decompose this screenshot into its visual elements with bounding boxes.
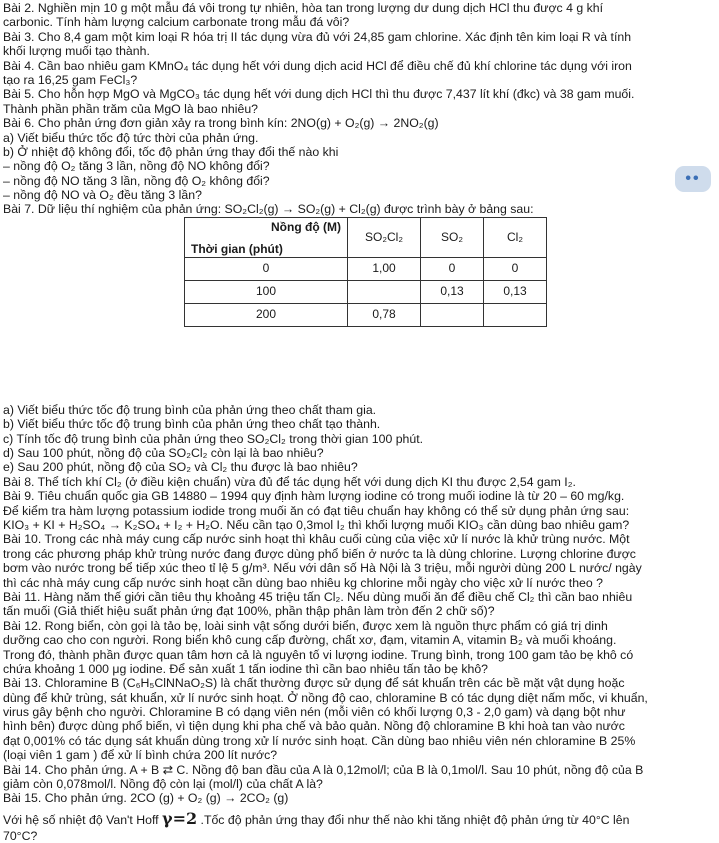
problem-12-line-4: chứa khoảng 1 000 μg iodine. Để sản xuất 1 tấn iodine thì cần bao nhiêu tấn tảo bẹ khô? bbox=[3, 661, 489, 676]
problem-9-line-2: Để kiểm tra hàm lượng potassium iodide trong muối ăn có đạt tiêu chuẩn hay không có thể sử dụng phản ứng sau: bbox=[3, 503, 630, 518]
problem-7-d: d) Sau 100 phút, nồng độ của SO₂Cl₂ còn lại là bao nhiêu? bbox=[3, 446, 324, 461]
problem-8: Bài 8. Thể tích khí Cl₂ (ở điều kiện chuẩn) vừa đủ để tác dụng hết với dung dịch KI thu được 2,54 gam I₂. bbox=[3, 474, 576, 489]
problem-13-line-2: dùng để khử trùng, sát khuẩn, xử lí nước sinh hoạt. Ở nồng độ cao, chloramine B có tác dụng diệt nấm mốc, vi khuẩn, bbox=[3, 690, 648, 705]
table-row bbox=[185, 303, 547, 326]
problem-3-line-1: Bài 3. Cho 8,4 gam một kim loại R hóa trị II tác dụng vừa đủ với 24,85 gam chlorine. Xác định tên kim loại R và tính bbox=[3, 29, 632, 44]
problem-6-line-2: a) Viết biểu thức tốc độ tức thời của phản ứng. bbox=[3, 130, 259, 145]
problem-9-line-1: Bài 9. Tiêu chuẩn quốc gia GB 14880 – 1994 quy định hàm lượng iodine có trong muối iodine là từ 20 – 60 mg/kg. bbox=[3, 489, 625, 504]
problem-2-line-1: Bài 2. Nghiền mịn 10 g một mẫu đá vôi trong tự nhiên, hòa tan trong lượng dư dung dịch HCl thu được 4 g khí bbox=[3, 1, 604, 15]
col-header: Cl₂ bbox=[484, 217, 547, 257]
table-cell bbox=[348, 280, 421, 303]
problem-13-line-5: đạt 0,001% có tác dụng sát khuẩn dùng trong xử lí nước sinh hoạt. Cần dùng bao nhiêu viên nén chloramine B 25% bbox=[3, 733, 636, 748]
problem-7-e: e) Sau 200 phút, nồng độ của SO₂ và Cl₂ thu được là bao nhiêu? bbox=[3, 460, 358, 475]
problem-10-line-1: Bài 10. Trong các nhà máy cung cấp nước sinh hoạt thì khâu cuối cùng của việc xử lí nước là khử trùng nước. Một bbox=[3, 532, 630, 547]
problem-6-line-5: – nồng độ NO tăng 3 lần, nồng độ O₂ không đổi? bbox=[3, 173, 270, 188]
vant-hoff-coefficient: γ=2 bbox=[162, 808, 198, 828]
problem-7-a: a) Viết biểu thức tốc độ trung bình của phản ứng theo chất tham gia. bbox=[3, 402, 377, 417]
problem-7-line-1: Bài 7. Dữ liệu thí nghiệm của phản ứng: SO₂Cl₂(g) → SO₂(g) + Cl₂(g) được trình bày ở bảng sau: bbox=[3, 202, 534, 217]
problem-5-line-1: Bài 5. Cho hỗn hợp MgO và MgCO₃ tác dụng hết với dung dịch HCl thì thu được 7,437 lít khí (đkc) và 38 gam muối. bbox=[3, 87, 635, 102]
more-dots: •• bbox=[685, 169, 701, 187]
table-cell: 0,78 bbox=[348, 303, 421, 326]
data-table bbox=[184, 217, 547, 327]
problem-13-line-3: virus gây bệnh cho người. Chloramine B có dạng viên nén (mỗi viên có khối lượng 0,3 - 2,0 gam) và dạng bột như bbox=[3, 705, 626, 720]
problem-11-line-2: tấn muối (Giả thiết hiệu suất phản ứng đạt 100%, phần thập phân làm tròn đến 2 chữ số)? bbox=[3, 604, 495, 619]
problem-15-line-2 bbox=[3, 809, 716, 829]
problem-12-line-1: Bài 12. Rong biển, còn gọi là tảo bẹ, loài sinh vật sống dưới biển, được xem là nguồn thực phẩm có giá trị dinh bbox=[3, 618, 608, 633]
table-row bbox=[185, 280, 547, 303]
more-options-icon[interactable] bbox=[675, 166, 711, 192]
table-cell: 0 bbox=[484, 257, 547, 280]
problem-4-line-1: Bài 4. Cần bao nhiêu gam KMnO₄ tác dụng hết với dung dịch acid HCl để điều chế đủ khí chlorine tác dụng với iron bbox=[3, 58, 632, 73]
problem-6-line-1: Bài 6. Cho phản ứng đơn giản xảy ra trong bình kín: 2NO(g) + O₂(g) → 2NO₂(g) bbox=[3, 116, 439, 131]
problem-2-line-2: carbonic. Tính hàm lượng calcium carbonate trong mẫu đá vôi? bbox=[3, 15, 350, 30]
problem-6-line-6: – nồng độ NO và O₂ đều tăng 3 lần? bbox=[3, 188, 202, 203]
problem-13-line-6: (loại viên 1 gam ) để xử lí bình chứa 200 lít nước? bbox=[3, 748, 278, 763]
problem-7-c: c) Tính tốc độ trung bình của phản ứng theo SO₂Cl₂ trong thời gian 100 phút. bbox=[3, 431, 424, 446]
problem-4-line-2: tạo ra 16,25 gam FeCl₃? bbox=[3, 72, 138, 87]
table-row bbox=[185, 257, 547, 280]
problem-15-prefix: Với hệ số nhiệt độ Van't Hoff bbox=[3, 812, 159, 827]
problem-15-line-3: 70°C? bbox=[3, 828, 38, 843]
table-corner-cell bbox=[185, 217, 348, 257]
table-cell: 100 bbox=[185, 280, 348, 303]
col-header: SO₂Cl₂ bbox=[348, 217, 421, 257]
table-cell: 1,00 bbox=[348, 257, 421, 280]
table-cell: 0,13 bbox=[421, 280, 484, 303]
document-page bbox=[3, 1, 716, 843]
header-concentration: Nồng độ (M) bbox=[271, 219, 341, 234]
problem-7-table-area bbox=[3, 217, 716, 403]
problem-6-line-4: – nồng độ O₂ tăng 3 lần, nồng độ NO không đổi? bbox=[3, 159, 270, 174]
table-cell: 200 bbox=[185, 303, 348, 326]
table-cell bbox=[421, 303, 484, 326]
problem-15-suffix: .Tốc độ phản ứng thay đổi như thế nào khi tăng nhiệt độ phản ứng từ 40°C lên bbox=[200, 812, 630, 827]
problem-13-line-4: hình bên) được dùng phổ biến, vì tiện dụng khi pha chế và bảo quản. Nồng độ chloramine B khi hoà tan vào nước bbox=[3, 719, 625, 734]
problem-6-line-3: b) Ở nhiệt độ không đổi, tốc độ phản ứng thay đổi thế nào khi bbox=[3, 144, 339, 159]
header-time: Thời gian (phút) bbox=[191, 242, 283, 257]
table-cell: 0 bbox=[185, 257, 348, 280]
problem-15-line-1: Bài 15. Cho phản ứng. 2CO (g) + O₂ (g) → 2CO₂ (g) bbox=[3, 791, 289, 806]
problem-11-line-1: Bài 11. Hàng năm thế giới cần tiêu thụ khoảng 45 triệu tấn Cl₂. Nếu dùng muối ăn để điều chế Cl₂ thì cần bao nhiêu bbox=[3, 589, 633, 604]
problem-12-line-3: Trong đó, thành phần được quan tâm hơn cả là nguyên tố vi lượng iodine. Trung bình, trong 100 gam tảo bẹ khô có bbox=[3, 647, 634, 662]
problem-9-line-3: KIO₃ + KI + H₂SO₄ → K₂SO₄ + I₂ + H₂O. Nếu cần tạo 0,3mol I₂ thì khối lượng muối KIO₃ cần dùng bao nhiêu gam? bbox=[3, 517, 630, 532]
problem-3-line-2: khối lượng muối tạo thành. bbox=[3, 44, 150, 59]
col-header: SO₂ bbox=[421, 217, 484, 257]
table-cell: 0 bbox=[421, 257, 484, 280]
problem-7-b: b) Viết biểu thức tốc độ trung bình của phản ứng theo chất tạo thành. bbox=[3, 417, 381, 432]
problem-12-line-2: dưỡng cao cho con người. Rong biển khô cung cấp đường, chất xơ, đạm, vitamin A, vitamin B₂ và muối khoáng. bbox=[3, 633, 617, 648]
problem-14-line-1: Bài 14. Cho phản ứng. A + B ⇄ C. Nồng độ ban đầu của A là 0,12mol/l; của B là 0,1mol/l. Sau 10 phút, nồng độ của B bbox=[3, 762, 644, 777]
problem-13-line-1: Bài 13. Chloramine B (C₆H₅ClNNaO₂S) là chất thường được sử dụng để sát khuẩn trên các bề mặt vật dụng hoặc bbox=[3, 676, 625, 691]
table-cell: 0,13 bbox=[484, 280, 547, 303]
table-cell bbox=[484, 303, 547, 326]
problem-10-line-3: bơm vào nước trong bể tiếp xúc theo tỉ lệ 5 g/m³. Nếu với dân số Hà Nội là 3 triệu, mỗi người dùng 200 L nước/ ngày bbox=[3, 561, 642, 576]
problem-5-line-2: Thành phần phần trăm của MgO là bao nhiêu? bbox=[3, 101, 258, 116]
problem-10-line-2: trong các phương pháp khử trùng nước đang được dùng phổ biến ở nước ta là dùng chlorine. Lượng chlorine được bbox=[3, 546, 636, 561]
problem-10-line-4: thì các nhà máy cung cấp nước sinh hoạt cần dùng bao nhiêu kg chlorine mỗi ngày cho việc xử lí nước theo ? bbox=[3, 575, 603, 590]
problem-14-line-2: giảm còn 0,078mol/l. Nồng độ còn lại (mol/l) của chất A là? bbox=[3, 777, 323, 792]
